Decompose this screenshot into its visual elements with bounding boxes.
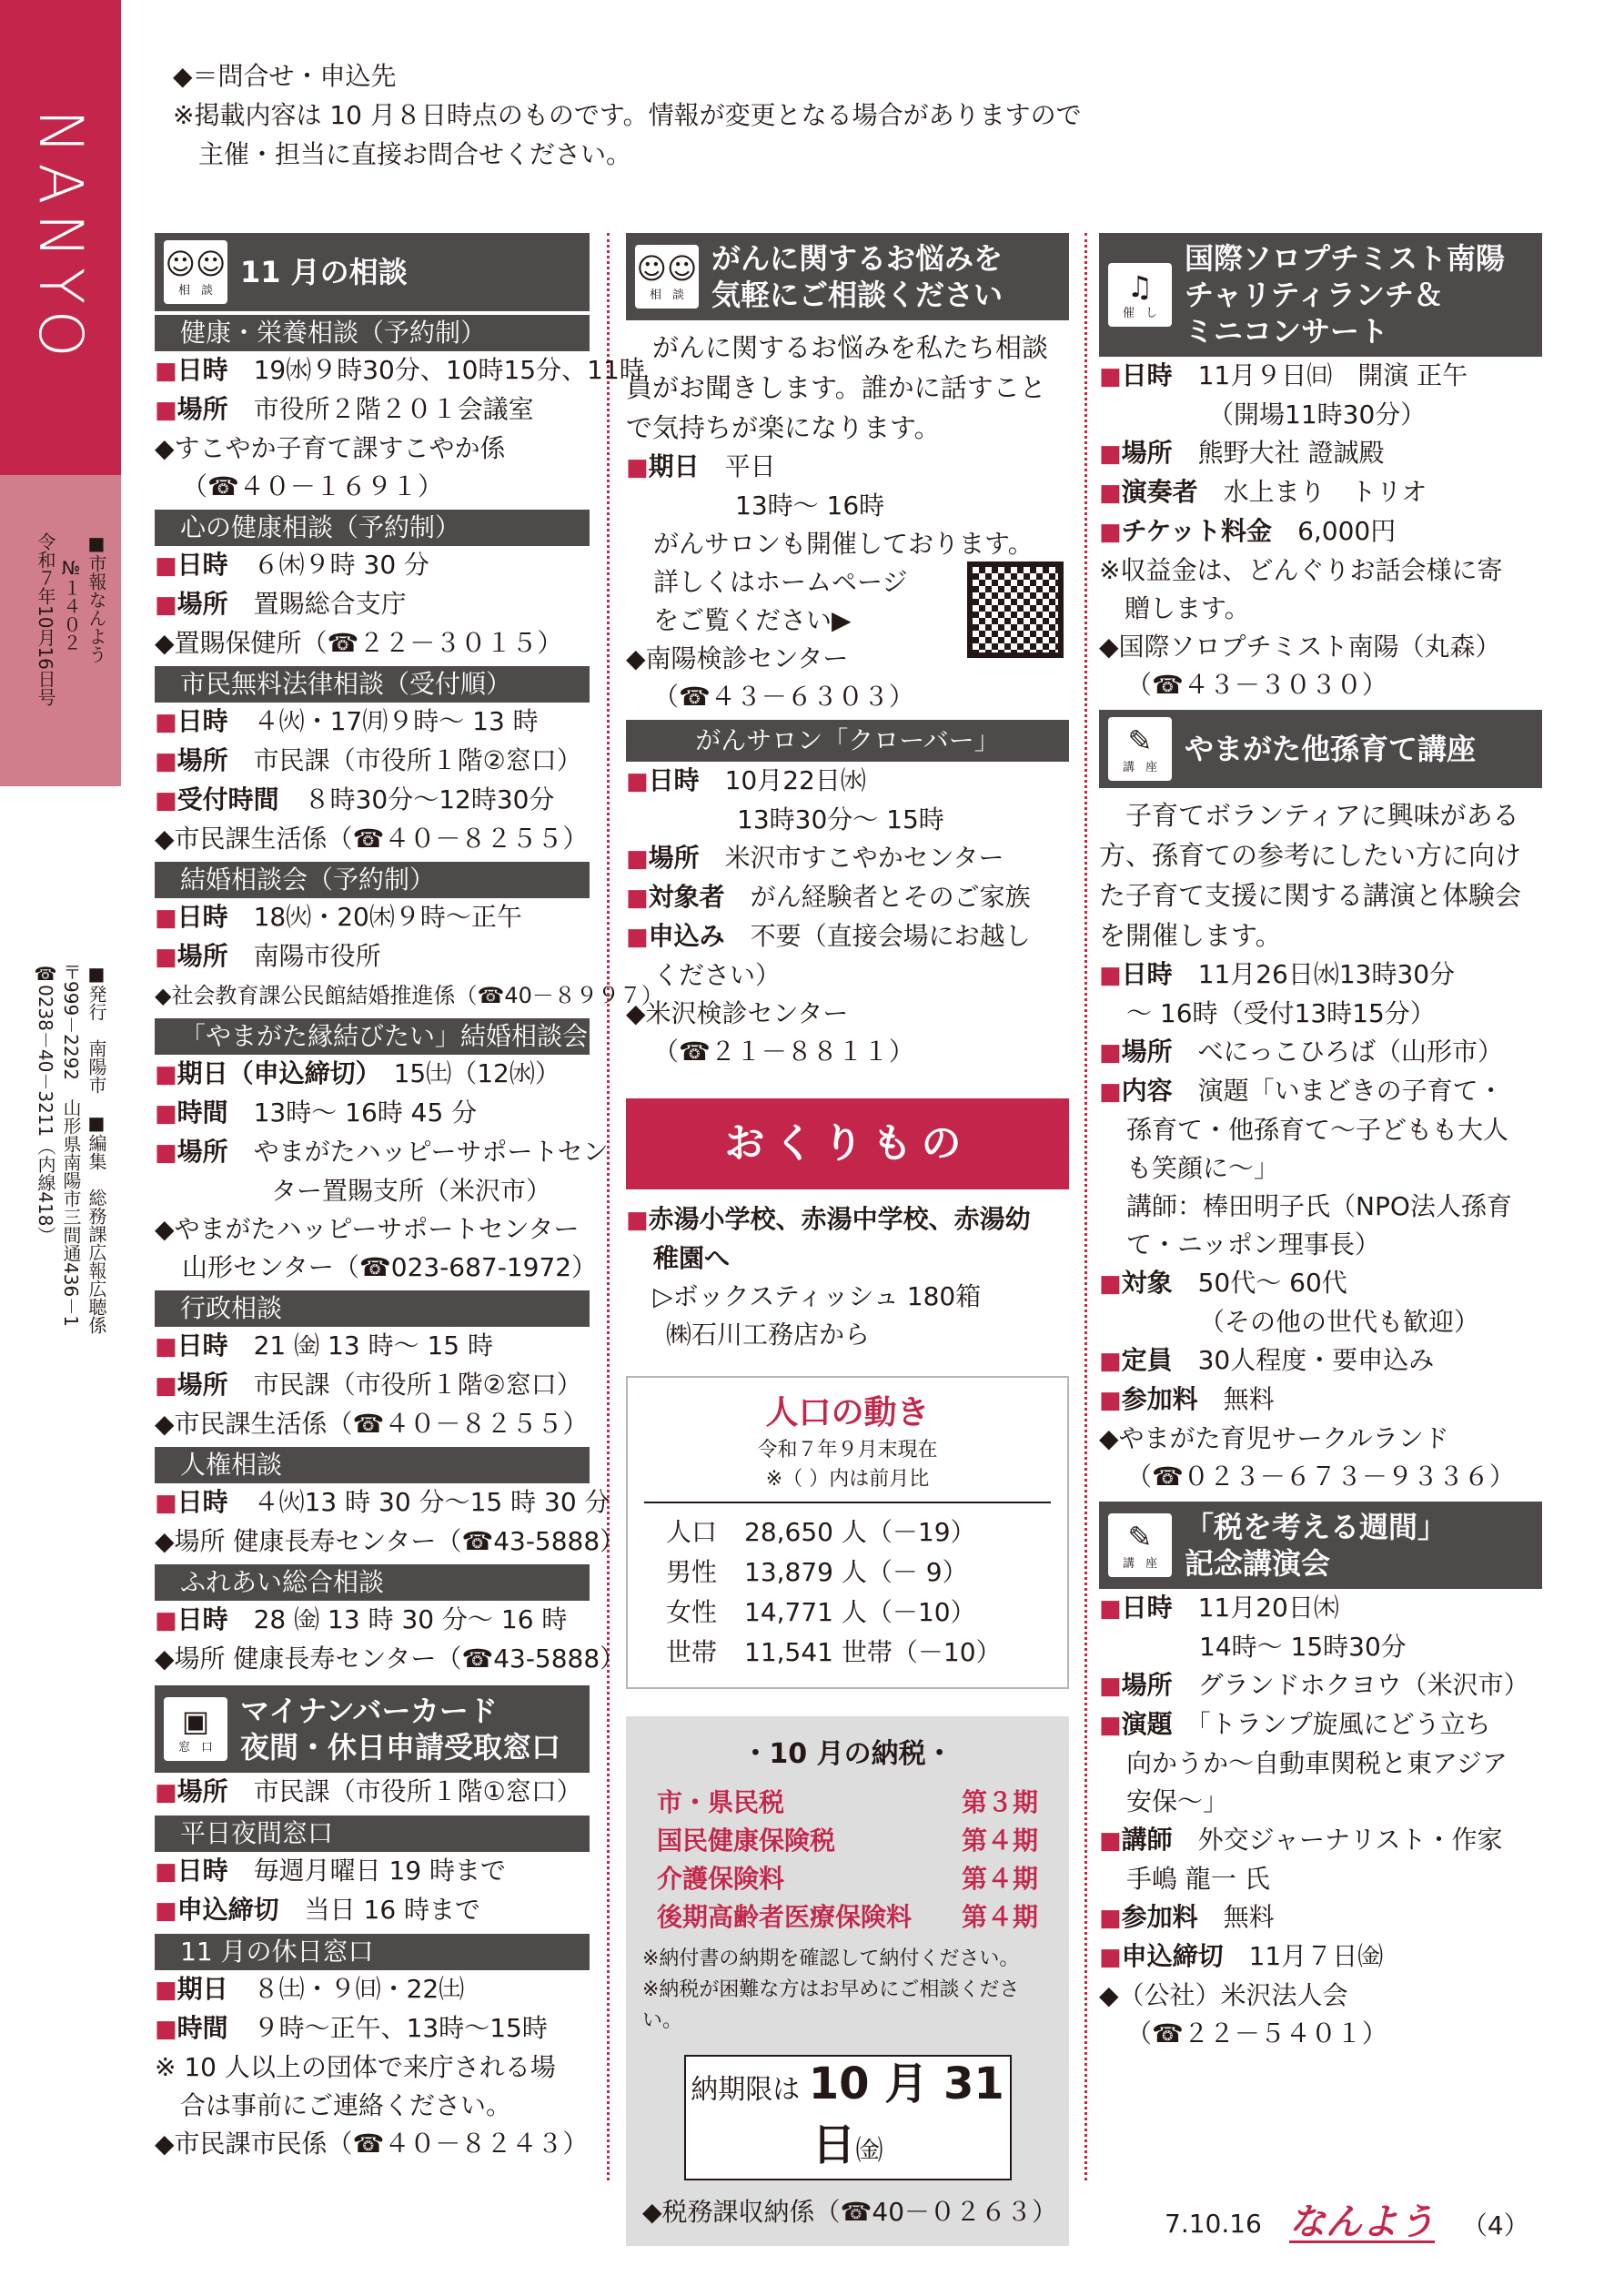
- note: ※ 10 人以上の団体で来庁される場: [155, 2052, 556, 2082]
- info-row: ■場所 米沢市すこやかセンター: [626, 843, 1004, 873]
- contact: ◆税務課収納係（☎40－０２６３）: [642, 2197, 1058, 2227]
- info-continuation: 安保～」: [1126, 1786, 1229, 1816]
- population-row: 女性 14,771 人（－10）: [666, 1597, 976, 1627]
- gift-header: おくりもの: [626, 1098, 1069, 1189]
- info-row: ■日時 11月20日㈭: [1099, 1593, 1339, 1623]
- info-row: ■日時 ４㈫13 時 30 分～15 時 30 分: [155, 1487, 610, 1517]
- info-row: ■日時 28 ㈮ 13 時 30 分～ 16 時: [155, 1604, 568, 1634]
- contact: ◆社会教育課公民館結婚推進係（☎40－８９９７）: [155, 983, 663, 1008]
- subsection-title: 行政相談: [155, 1290, 590, 1327]
- note-line: 主催・担当に直接お問合せください。: [173, 139, 632, 169]
- info-continuation: （開場11時30分）: [1208, 400, 1427, 430]
- nanyo-logo: [0, 0, 121, 475]
- section-title: マイナンバーカード: [240, 1694, 498, 1728]
- subsection-title: がんサロン「クローバー」: [626, 720, 1069, 762]
- info-row: ■参加料 無料: [1099, 1902, 1275, 1932]
- info-row: ■場所 市民課（市役所１階②窓口）: [155, 745, 582, 775]
- info-row: ■場所 置賜総合支庁: [155, 589, 407, 619]
- contact: ◆すこやか子育て課すこやか係: [155, 433, 506, 463]
- info-row: ■定員 30人程度・要申込み: [1099, 1345, 1435, 1375]
- info-row: ■日時 18㈫・20㈭９時～正午: [155, 902, 522, 932]
- note: 贈します。: [1099, 593, 1250, 623]
- subsection-title: 結婚相談会（予約制）: [155, 862, 590, 898]
- note: ※収益金は、どんぐりお話会様に寄: [1099, 555, 1503, 585]
- cancer-column: [626, 233, 1069, 2246]
- music-note-icon: ♫ 催し: [1108, 263, 1172, 327]
- section-title: 「税を考える週間」: [1185, 1510, 1447, 1544]
- salon-info: [626, 525, 1069, 640]
- info-line: がんサロンも開催しております。: [653, 529, 1034, 559]
- info-row: ■期日（申込締切） 15㈯（12㈬）: [155, 1058, 560, 1088]
- events-column: [1099, 233, 1542, 2053]
- tax-note: ※納税が困難な方はお早めにご相談ください。: [642, 1978, 1020, 2032]
- contact-tel: （☎２２－５４０１）: [1126, 2018, 1387, 2048]
- page-number: （4）: [1461, 2210, 1529, 2240]
- tax-row: 市・県民税 第３期: [657, 1787, 1038, 1817]
- info-continuation: 手嶋 龍一 氏: [1126, 1864, 1270, 1894]
- consult-icon: ☺☺ 相談: [635, 245, 699, 308]
- info-row: ■日時 19㈬９時30分、10時15分、11時: [155, 355, 645, 385]
- subsection-title: 「やまがた縁結びたい」結婚相談会: [155, 1018, 590, 1055]
- footer-logo: なんよう: [1288, 2201, 1435, 2243]
- book-pen-icon: ✎ 講座: [1108, 717, 1172, 781]
- contact-tel: （☎４０－１６９１）: [182, 471, 443, 501]
- population-subtitle: 令和７年９月末現在: [757, 1439, 938, 1462]
- population-box: [626, 1376, 1069, 1689]
- info-continuation: 講師：棒田明子氏（NPO法人孫育: [1126, 1191, 1512, 1221]
- counter-icon: ▣ 窓口: [164, 1697, 227, 1761]
- info-row: ■時間 13時～ 16時 45 分: [155, 1097, 478, 1128]
- contact-tel: （☎４３－３０３０）: [1126, 670, 1387, 700]
- page-footer: [1165, 2201, 1529, 2243]
- gift-item: ▷ボックスティッシュ 180箱: [653, 1281, 982, 1311]
- info-row: ■日時 ６㈭９時 30 分: [155, 550, 430, 580]
- body-text: がんに関するお悩みを私たち相談員がお聞きします。誰かに話すことで気持ちが楽になります。: [626, 332, 1049, 443]
- info-row: ■場所 やまがたハッピーサポートセン: [155, 1137, 609, 1167]
- contact: ◆米沢検診センター: [626, 998, 849, 1028]
- subsection-title: 健康・栄養相談（予約制）: [155, 315, 590, 351]
- info-continuation: （その他の世代も歓迎）: [1199, 1307, 1480, 1337]
- tax-title: ・10 月の納税・: [741, 1738, 953, 1770]
- contact-tel: （☎２１－８８１１）: [653, 1037, 914, 1067]
- section-header: [1099, 710, 1542, 788]
- contact: ◆市民課生活係（☎４０－８２５５）: [155, 824, 589, 854]
- section-header: [1099, 233, 1542, 357]
- info-continuation: 14時～ 15時30分: [1199, 1632, 1407, 1662]
- subsection-title: ふれあい総合相談: [155, 1564, 590, 1601]
- info-row: ■チケット料金 6,000円: [1099, 516, 1397, 546]
- book-pen-icon: ✎ 講座: [1108, 1513, 1172, 1577]
- contact-tel: （☎０２３－６７３－９３３６）: [1126, 1462, 1515, 1492]
- info-row: ■申込み 不要（直接会場にお越し: [626, 921, 1031, 951]
- info-row: ■演奏者 水上まり トリオ: [1099, 477, 1427, 507]
- info-row: ■日時 21 ㈮ 13 時～ 15 時: [155, 1330, 493, 1360]
- section-title: 夜間・休日申請受取窓口: [240, 1730, 561, 1765]
- subsection-title: 平日夜間窓口: [155, 1816, 590, 1852]
- info-row: ■対象者 がん経験者とそのご家族: [626, 882, 1031, 912]
- section-title: 国際ソロプチミスト南陽: [1185, 241, 1506, 276]
- note-line: ※掲載内容は 10 月８日時点のものです。情報が変更となる場合がありますので: [173, 100, 1082, 130]
- info-continuation: 孫育て・他孫育て～子どもも大人: [1126, 1115, 1509, 1145]
- info-row: ■場所 市民課（市役所１階②窓口）: [155, 1370, 582, 1400]
- population-note: ※（ ）内は前月比: [765, 1468, 930, 1491]
- issue-date: 令和７年10月16日号: [35, 532, 56, 706]
- section-title: 11 月の相談: [240, 255, 408, 289]
- info-row: ■場所 べにっこひろば（山形市）: [1099, 1037, 1504, 1067]
- contact: ◆やまがたハッピーサポートセンター: [155, 1214, 580, 1244]
- info-row: ■場所 熊野大社 證誠殿: [1099, 438, 1385, 468]
- column-separator: [1084, 233, 1087, 2180]
- tax-box: [626, 1716, 1069, 2246]
- section-title: がんに関するお悩みを: [711, 241, 1004, 276]
- section-header: [155, 1685, 590, 1773]
- population-row: 世帯 11,541 世帯（－10）: [666, 1637, 1002, 1667]
- consult-icon: ☺☺ 相談: [164, 240, 227, 304]
- contact: ◆（公社）米沢法人会: [1099, 1980, 1348, 2010]
- tax-row: 後期高齢者医療保険料 第４期: [657, 1902, 1038, 1932]
- info-continuation: 向かうか～自動車関税と東アジア: [1126, 1748, 1508, 1778]
- info-row: ■時間 ９時～正午、13時～15時: [155, 2013, 548, 2043]
- info-row: ■場所 グランドホクヨウ（米沢市）: [1099, 1670, 1529, 1700]
- info-row: ■申込締切 11月７日㈮: [1099, 1941, 1384, 1971]
- info-row: ■演題 「トランプ旋風にどう立ち: [1099, 1709, 1491, 1739]
- info-row: ■講師 外交ジャーナリスト・作家: [1099, 1825, 1503, 1855]
- contact: ◆国際ソロプチミスト南陽（丸森）: [1099, 632, 1501, 662]
- contact: ◆場所 健康長寿センター（☎43-5888）: [155, 1644, 626, 1674]
- section-title: 記念講演会: [1185, 1546, 1331, 1581]
- info-row: ■日時 ４㈫・17㈪９時～ 13 時: [155, 706, 539, 736]
- info-row: ■日時 11月９日㈰ 開演 正午: [1099, 360, 1468, 390]
- tax-row: 国民健康保険税 第４期: [657, 1826, 1038, 1856]
- note: 合は事前にご連絡ください。: [155, 2090, 512, 2120]
- gift-recipient-cont: 稚園へ: [653, 1243, 731, 1273]
- info-continuation: ター置賜支所（米沢市）: [271, 1176, 552, 1206]
- issue-number: №１４０２: [60, 557, 82, 652]
- info-row: ■場所 市役所２階２０１会議室: [155, 394, 534, 424]
- column-separator: [607, 233, 610, 2180]
- info-continuation: も笑顔に～」: [1126, 1153, 1280, 1183]
- info-row: ■日時 11月26日㈬13時30分: [1099, 959, 1456, 989]
- info-row: ■対象 50代～ 60代: [1099, 1268, 1347, 1298]
- contact: ◆場所 健康長寿センター（☎43-5888）: [155, 1526, 626, 1556]
- section-title: やまがた他孫育て講座: [1185, 732, 1477, 766]
- contact: ◆置賜保健所（☎２２－３０１５）: [155, 628, 563, 658]
- footer-date: 7.10.16: [1165, 2209, 1262, 2239]
- info-row: ■日時 10月22日㈬: [626, 765, 866, 795]
- section-title: チャリティランチ＆: [1185, 278, 1443, 312]
- info-row: ■内容 演題「いまどきの子育て・: [1099, 1076, 1504, 1106]
- contact: ◆やまがた育児サークルランド: [1099, 1423, 1449, 1453]
- info-row: ■期日 平日: [626, 451, 776, 481]
- info-continuation: 13時30分～ 15時: [737, 804, 944, 834]
- info-continuation: ください）: [653, 960, 782, 990]
- info-row: ■参加料 無料: [1099, 1384, 1275, 1414]
- info-row: ■期日 ８㈯・９㈰・22㈯: [155, 1974, 465, 2004]
- info-row: ■場所 南陽市役所: [155, 941, 381, 971]
- gift-donor: ㈱石川工務店から: [666, 1320, 871, 1350]
- contact-tel: 山形センター（☎023-687-1972）: [182, 1252, 598, 1282]
- tax-note: ※納付書の納期を確認して納付ください。: [642, 1947, 1020, 1970]
- info-line: 詳しくはホームページ: [653, 567, 908, 597]
- homepage-link[interactable]: をご覧ください▶: [653, 605, 852, 635]
- population-row: 人口 28,650 人（－19）: [666, 1517, 976, 1547]
- consultation-column: [155, 233, 663, 2163]
- subsection-title: 人権相談: [155, 1447, 590, 1483]
- publisher: ■発行 南陽市 ■編集 総務課広報広聴係: [86, 963, 107, 1334]
- note-line: ◆＝問合せ・申込先: [173, 61, 397, 91]
- subsection-title: 市民無料法律相談（受付順）: [155, 666, 590, 703]
- address: 〒999－2292 山形県南陽市三間通436－1: [60, 963, 82, 1327]
- tax-row: 介護保険料 第４期: [657, 1864, 1038, 1894]
- info-continuation: 13時～ 16時: [735, 491, 885, 521]
- due-date-box: 納期限は 10 月 31 日㈮: [684, 2055, 1012, 2180]
- info-continuation: ～ 16時（受付13時15分）: [1126, 998, 1436, 1028]
- contact: ◆南陽検診センター: [626, 643, 849, 673]
- info-row: ■受付時間 ８時30分～12時30分: [155, 784, 555, 814]
- subsection-title: 心の健康相談（予約制）: [155, 510, 590, 546]
- section-title: 気軽にご相談ください: [711, 278, 1004, 312]
- section-header: [155, 233, 590, 311]
- qr-code-icon[interactable]: [967, 561, 1064, 658]
- section-title: ミニコンサート: [1185, 314, 1389, 349]
- info-continuation: て・ニッポン理事長）: [1126, 1229, 1380, 1259]
- tel: ☎0238－40－3211（内線418）: [35, 963, 56, 1245]
- subsection-title: 11 月の休日窓口: [155, 1934, 590, 1970]
- population-row: 男性 13,879 人（－ 9）: [666, 1557, 968, 1587]
- section-header: [1099, 1502, 1542, 1589]
- logo-text: NANYO: [25, 108, 96, 367]
- body-text: 子育てボランティアに興味がある方、孫育ての参考にしたい方に向けた子育て支援に関する講演と体験会を開催します。: [1099, 800, 1522, 951]
- section-header: [626, 233, 1069, 320]
- page-notes: [173, 56, 1082, 174]
- contact: ◆市民課市民係（☎４０－８２４３）: [155, 2129, 589, 2159]
- gift-recipient: ■赤湯小学校、赤湯中学校、赤湯幼: [626, 1204, 1031, 1234]
- info-row: ■日時 毎週月曜日 19 時まで: [155, 1856, 507, 1886]
- info-row: ■場所 市民課（市役所１階①窓口）: [155, 1776, 582, 1806]
- population-title: 人口の動き: [765, 1394, 930, 1431]
- contact-tel: （☎４３－６３０３）: [653, 682, 914, 712]
- issue-title: ■市報なんよう: [86, 532, 107, 663]
- info-row: ■申込締切 当日 16 時まで: [155, 1895, 481, 1925]
- contact: ◆市民課生活係（☎４０－８２５５）: [155, 1409, 589, 1439]
